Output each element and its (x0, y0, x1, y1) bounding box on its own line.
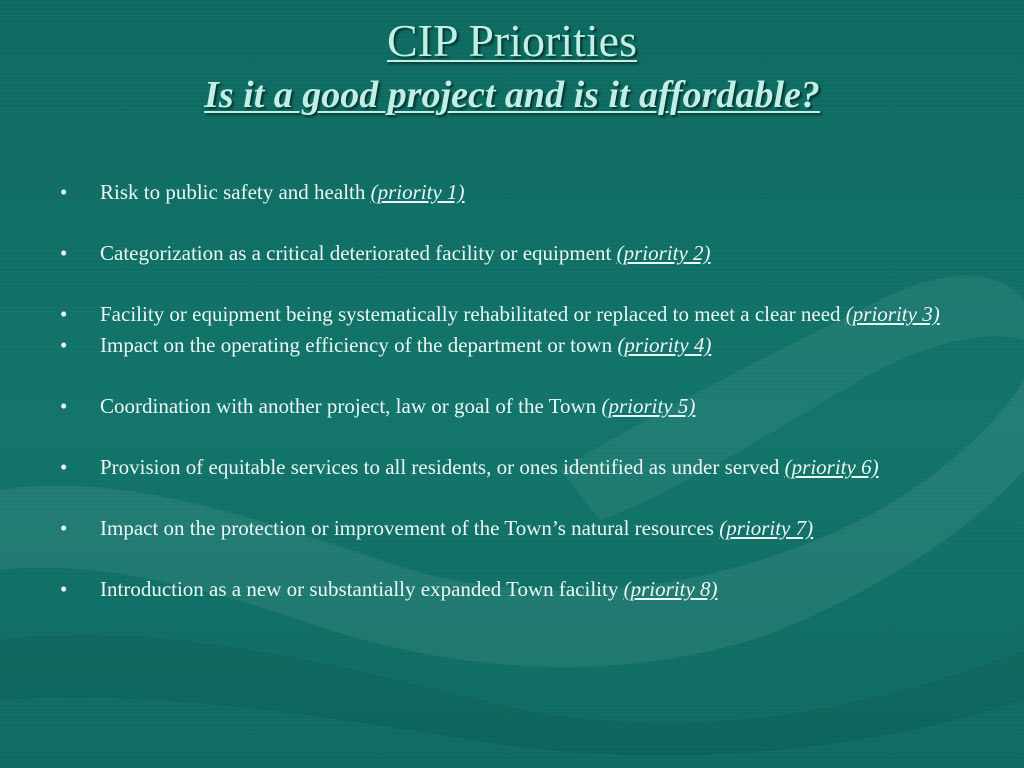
bullet-marker: • (60, 455, 68, 479)
priority-list (60, 180, 960, 602)
item-priority: (priority 7) (719, 516, 814, 540)
item-priority: (priority 1) (370, 180, 465, 204)
item-text: Categorization as a critical deteriorated facility or equipment (100, 241, 617, 265)
list-item (60, 302, 960, 327)
title-block (0, 14, 1024, 118)
bullet-marker: • (60, 333, 68, 357)
bullet-marker: • (60, 516, 68, 540)
bullet-marker: • (60, 577, 68, 601)
slide-title: CIP Priorities (386, 15, 638, 66)
item-priority: (priority 5) (601, 394, 696, 418)
list-item (60, 333, 960, 358)
item-text: Provision of equitable services to all residents, or ones identified as under served (100, 455, 785, 479)
slide-subtitle: Is it a good project and is it affordable? (204, 74, 820, 116)
list-item (60, 577, 960, 602)
item-priority: (priority 6) (784, 455, 879, 479)
item-text: Impact on the protection or improvement of the Town’s natural resources (100, 516, 720, 540)
bullet-marker: • (60, 180, 68, 204)
item-text: Coordination with another project, law or goal of the Town (100, 394, 602, 418)
bullet-marker: • (60, 302, 68, 326)
bullet-marker: • (60, 241, 68, 265)
list-item (60, 394, 960, 419)
list-item (60, 516, 960, 541)
item-priority: (priority 2) (616, 241, 711, 265)
item-priority: (priority 4) (617, 333, 712, 357)
bullet-marker: • (60, 394, 68, 418)
item-text: Risk to public safety and health (100, 180, 371, 204)
item-priority: (priority 8) (623, 577, 718, 601)
item-text: Facility or equipment being systematically rehabilitated or replaced to meet a clear need (100, 302, 846, 326)
item-text: Impact on the operating efficiency of the department or town (100, 333, 618, 357)
list-item (60, 455, 960, 480)
item-priority: (priority 3) (845, 302, 940, 326)
item-text: Introduction as a new or substantially expanded Town facility (100, 577, 624, 601)
list-item (60, 180, 960, 205)
list-item (60, 241, 960, 266)
